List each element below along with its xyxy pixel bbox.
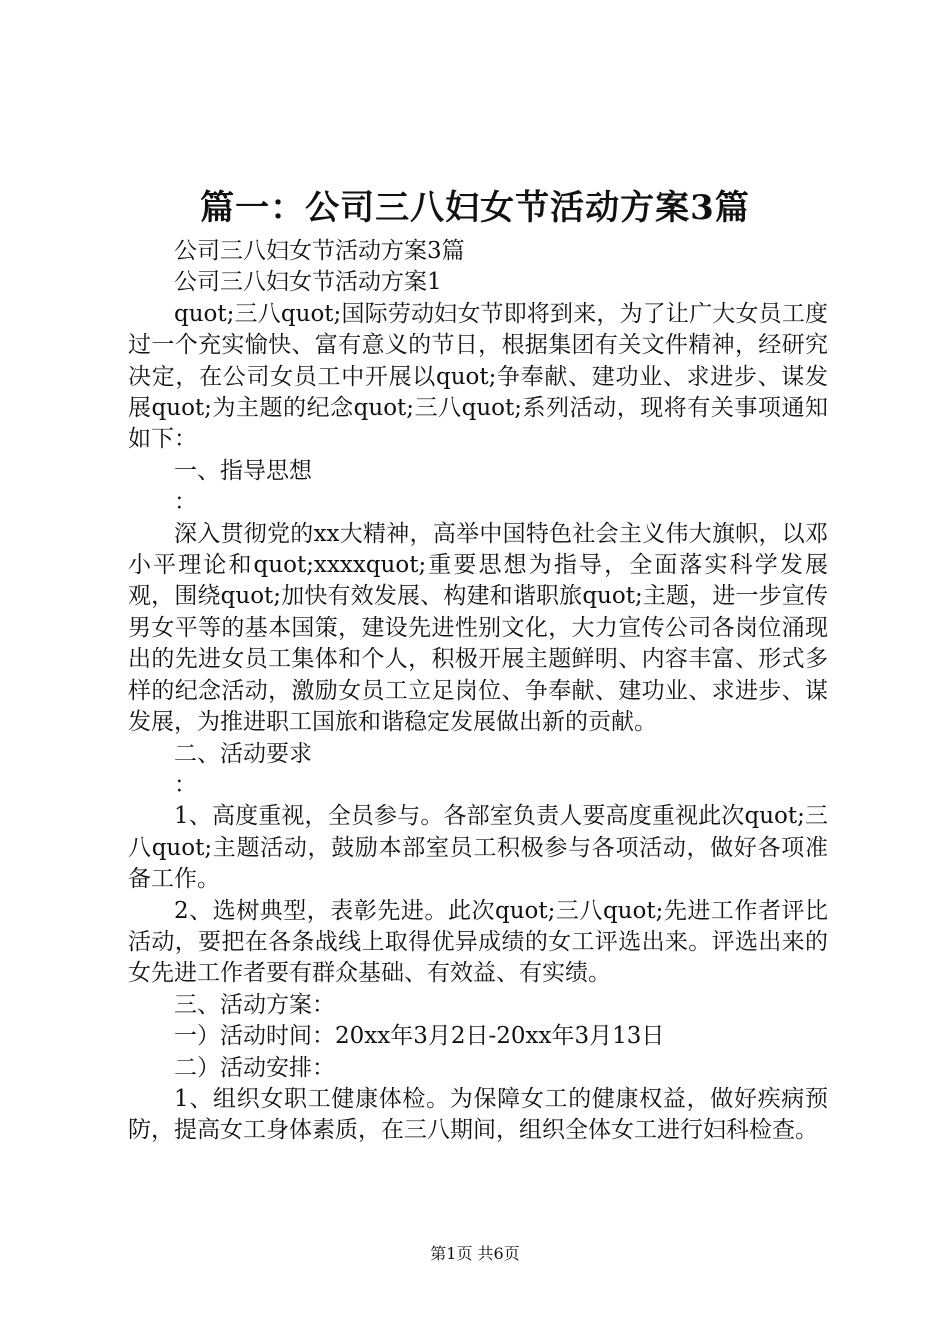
requirement-item-2: 2、选树典型，表彰先进。此次quot;三八quot;先进工作者评比活动，要把在各条战线上取得优异成绩的女工评选出来。评选出来的女先进工作者要有群众基础、有效益、有实绩。 — [128, 897, 828, 987]
heading-activity-requirements: 二、活动要求 — [174, 740, 312, 767]
activity-arrangement-heading: 二）活动安排： — [174, 1054, 335, 1081]
document-title: 篇一：公司三八妇女节活动方案3篇 — [200, 188, 750, 228]
guiding-thought-paragraph: 深入贯彻党的xx大精神，高举中国特色社会主义伟大旗帜，以邓小平理论和quot;xxxxquot;重要思想为指导，全面落实科学发展观，围绕quot;加快有效发展、构建和谐职旅quot;主题，进一步宣传男女平等的基本国策，建设先进性别文化，大力宣传公司各岗位涌现出的先进女员工集体和个人，积极开展主题鲜明、内容丰富、形式多样的纪念活动，激励女员工立足岗位、争奉献、建功业、求进步、谋发展，为推进职工国旅和谐稳定发展做出新的贡献。 — [128, 520, 828, 736]
page-footer: 第1页 共6页 — [430, 1244, 520, 1263]
activity-time-line: 一）活动时间：20xx年3月2日-20xx年3月13日 — [174, 1023, 665, 1050]
subtitle-paragraph: 公司三八妇女节活动方案3篇 — [174, 238, 465, 264]
requirement-item-1: 1、高度重视，全员参与。各部室负责人要高度重视此次quot;三八quot;主题活动，鼓励本部室员工积极参与各项活动，做好各项准备工作。 — [128, 803, 828, 893]
colon-line: ： — [174, 771, 197, 798]
document-body — [128, 236, 828, 1147]
arrangement-item-1: 1、组织女职工健康体检。为保障女工的健康权益，做好疾病预防，提高女工身体素质，在三八期间，组织全体女工进行妇科检查。 — [128, 1085, 828, 1144]
intro-paragraph: quot;三八quot;国际劳动妇女节即将到来，为了让广大女员工度过一个充实愉快、富有意义的节日，根据集团有关文件精神，经研究决定，在公司女员工中开展以quot;争奉献、建功业、求进步、谋发展quot;为主题的纪念quot;三八quot;系列活动，现将有关事项通知如下： — [128, 300, 828, 453]
colon-line: ： — [174, 489, 197, 516]
heading-activity-plan: 三、活动方案： — [174, 991, 335, 1018]
heading-guiding-thought: 一、指导思想 — [174, 457, 312, 484]
section-title-paragraph: 公司三八妇女节活动方案1 — [174, 269, 442, 296]
